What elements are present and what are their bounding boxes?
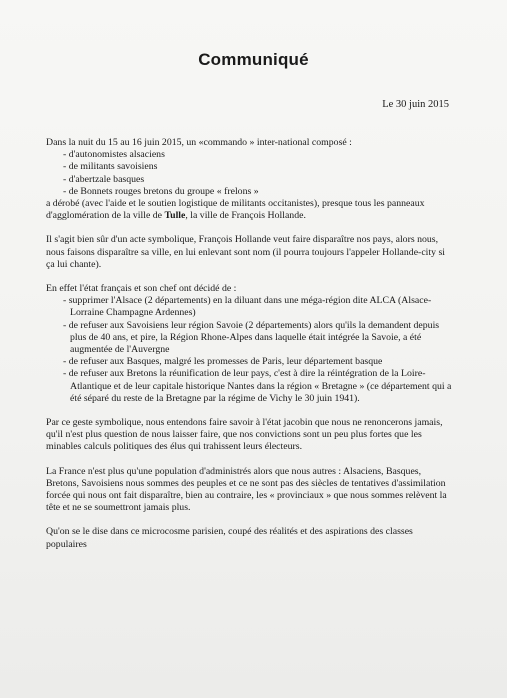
group-item: - d'abertzale basques [63, 173, 145, 185]
decision-item: - supprimer l'Alsace (2 départements) en la diluant dans une méga-région dite ALCA (Alsace-Lorraine Champagne Ardennes) [63, 295, 432, 319]
peoples-paragraph: La France n'est plus qu'une population d'administrés alors que nous autres : Alsaciens, Basques, Bretons, Savoisiens nous sommes des peuples et ce ne sont pas des siècles de tentatives d'assimilation forcée qui nous ont fait disparaître, bien au contraire, les « provinciaux » que nous sommes relèvent la tête et ne se soumettront jamais plus. [46, 465, 447, 514]
symbolic-act-paragraph: Il s'agit bien sûr d'un acte symbolique, François Hollande veut faire disparaître nos pays, alors nous, nous faisons disparaître sa ville, en lui enlevant sont nom (il pourra toujours l'appeler Hollande-city si ça lui chante). [46, 234, 445, 270]
group-item: - de militants savoisiens [63, 161, 158, 173]
closing-paragraph: Qu'on se le dise dans ce microcosme parisien, coupé des réalités et des aspirations des classes populaires [46, 526, 413, 550]
group-item: - de Bonnets rouges bretons du groupe « frelons » [63, 185, 259, 197]
action-text-before: a dérobé (avec l'aide et le soutien logistique de militants occitanistes), presque tous les panneaux d'agglomération de la ville de [46, 198, 425, 222]
document-date: Le 30 juin 2015 [382, 99, 449, 110]
decision-item: - de refuser aux Bretons la réunification de leur pays, c'est à dire la réintégration de la Loire-Atlantique et de leur capitale historique Nantes dans la région « Bretagne » (ce département qui a été séparé du reste de la Bretagne par la régime de Vichy le 30 juin 1941). [63, 368, 452, 404]
action-paragraph [46, 198, 455, 222]
intro-paragraph [46, 137, 455, 222]
decision-item: - de refuser aux Basques, malgré les promesses de Paris, leur département basque [63, 356, 383, 368]
city-name: Tulle [164, 210, 186, 222]
decisions-paragraph [46, 283, 455, 405]
group-list [46, 149, 455, 198]
decision-item: - de refuser aux Savoisiens leur région Savoie (2 départements) alors qu'ils la demandent depuis plus de 40 ans, et pire, la Région Rhone-Alpes dans laquelle était intégrée la Savoie, a été augmentée de l'Auvergne [63, 319, 440, 356]
decision-list [46, 295, 455, 405]
group-item: - d'autonomistes alsaciens [63, 149, 165, 161]
document-body [46, 137, 455, 563]
symbolic-gesture-paragraph: Par ce geste symbolique, nous entendons faire savoir à l'état jacobin que nous ne renoncerons jamais, qu'il n'est plus question de nous laisser faire, que nos convictions sont un peu plus fortes que les minables calculs politiques des élus qui trahissent leurs électeurs. [46, 417, 443, 453]
document-title: Communiqué [198, 50, 309, 69]
decisions-intro: En effet l'état français et son chef ont décidé de : [46, 283, 237, 295]
intro-text: Dans la nuit du 15 au 16 juin 2015, un «commando » inter-national composé : [46, 137, 352, 148]
action-text-after: , la ville de François Hollande. [185, 210, 306, 222]
